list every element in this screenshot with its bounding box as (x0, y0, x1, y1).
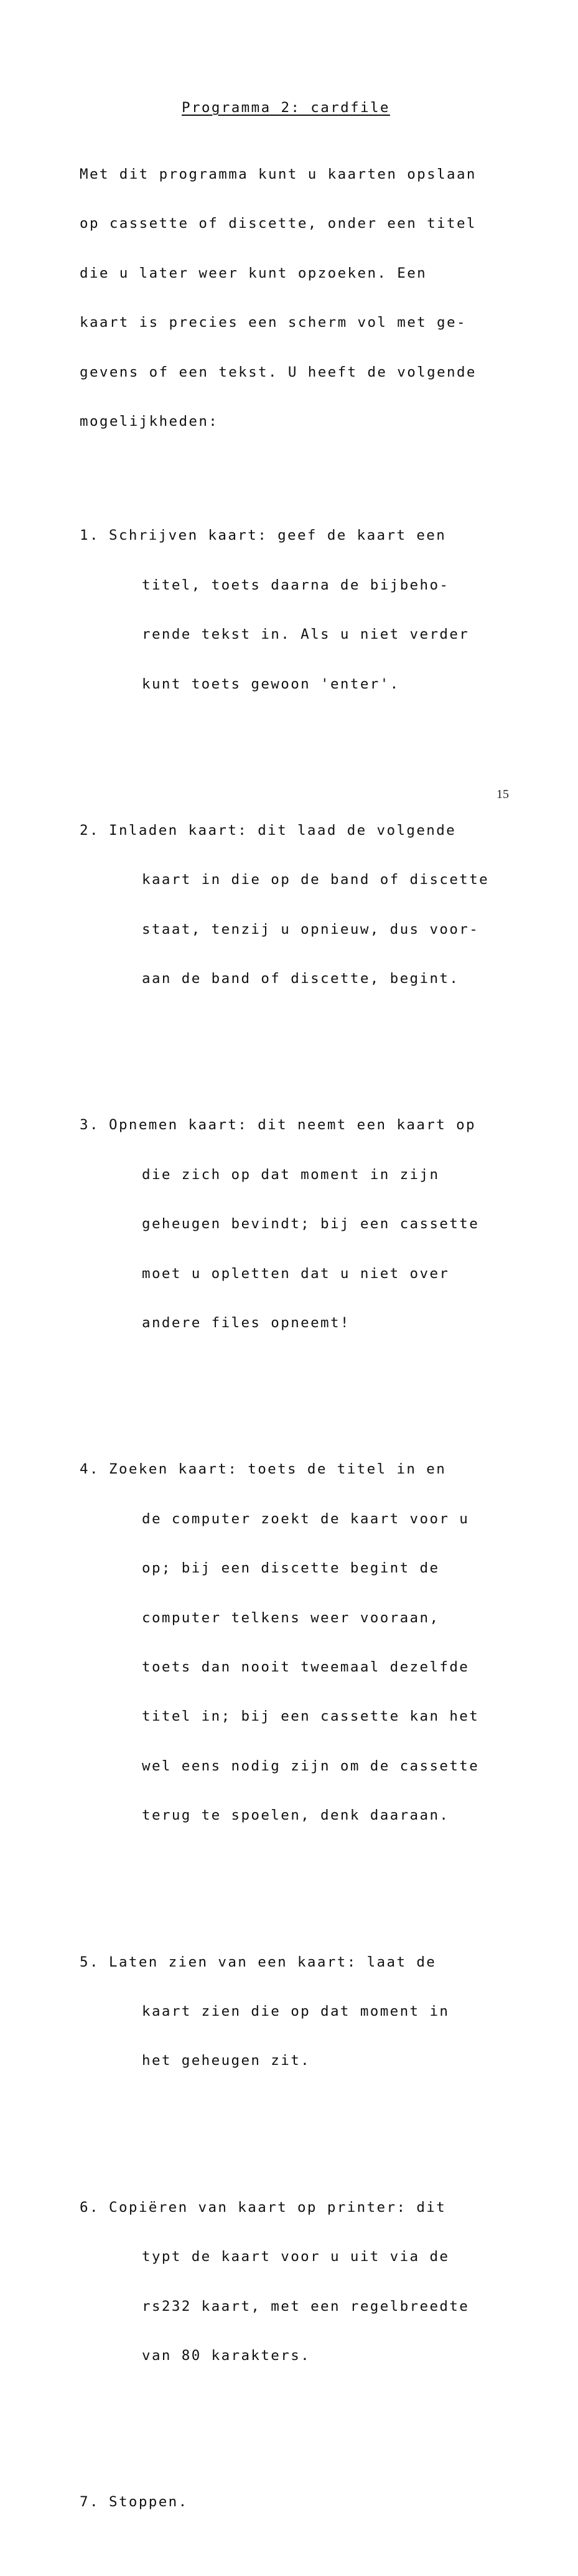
list-item-text: de computer zoekt de kaart voor u (142, 1510, 470, 1527)
list-item-text: Zoeken kaart: toets de titel in en (109, 1461, 447, 1478)
list-item-number: 4. (80, 1461, 100, 1478)
list-item-text: toets dan nooit tweemaal dezelfde (142, 1658, 470, 1675)
list-item-5 (80, 1922, 489, 2102)
intro-line: op cassette of discette, onder een titel (80, 215, 477, 232)
list-item-text: staat, tenzij u opnieuw, dus voor- (142, 921, 480, 938)
list-item-text: die zich op dat moment in zijn (142, 1166, 440, 1183)
list-item-text: Stoppen. (109, 2494, 189, 2511)
list-item-number: 3. (80, 1117, 100, 1134)
list-item-6 (80, 2167, 489, 2397)
page-number: 15 (496, 787, 509, 801)
list-item-text: kaart in die op de band of discette (142, 872, 490, 888)
list-item-text: moet u opletten dat u niet over (142, 1265, 450, 1282)
intro-line: gevens of een tekst. U heeft de volgende (80, 364, 477, 380)
list-item-number: 2. (80, 822, 100, 839)
list-item-text: Inladen kaart: dit laad de volgende (109, 822, 457, 839)
intro-line: mogelijkheden: (80, 413, 219, 430)
list-item-text: terug te spoelen, denk daaraan. (142, 1807, 450, 1824)
list-item-text: van 80 karakters. (142, 2347, 311, 2364)
list-item-number: 1. (80, 527, 100, 544)
list-item-text: kunt toets gewoon 'enter'. (142, 675, 400, 692)
list-item-text: kaart zien die op dat moment in (142, 2003, 450, 2019)
list-item-text: titel, toets daarna de bijbeho- (142, 576, 450, 593)
list-item-text: computer telkens weer vooraan, (142, 1609, 440, 1626)
list-item-text: geheugen bevindt; bij een cassette (142, 1216, 480, 1233)
section-title: Programma 2: cardfile (182, 100, 390, 116)
intro-line: kaart is precies een scherm vol met ge- (80, 314, 467, 331)
list-item-text: titel in; bij een cassette kan het (142, 1708, 480, 1725)
intro-line: die u later weer kunt opzoeken. Een (80, 265, 427, 281)
list-item-3 (80, 1084, 489, 1364)
list-item-text: Opnemen kaart: dit neemt een kaart op (109, 1117, 477, 1134)
list-item-text: op; bij een discette begint de (142, 1560, 440, 1577)
list-item-number: 5. (80, 1953, 100, 1970)
list-item-number: 7. (80, 2494, 100, 2511)
list-item-text: het geheugen zit. (142, 2052, 311, 2069)
list-item-4 (80, 1429, 489, 1856)
list-item-text: Laten zien van een kaart: laat de (109, 1953, 437, 1970)
list-item-text: aan de band of discette, begint. (142, 971, 460, 987)
list-item-2 (80, 790, 489, 1020)
list-item-text: Schrijven kaart: geef de kaart een (109, 527, 447, 544)
list-item-text: wel eens nodig zijn om de cassette (142, 1757, 480, 1774)
intro-line: Met dit programma kunt u kaarten opslaan (80, 166, 477, 182)
list-item-1 (80, 495, 489, 725)
list-item-text: Copiëren van kaart op printer: dit (109, 2199, 447, 2216)
body-text (80, 134, 489, 2576)
list-item-number: 6. (80, 2199, 100, 2216)
list-item-text: rende tekst in. Als u niet verder (142, 626, 470, 643)
list-item-text: rs232 kaart, met een regelbreedte (142, 2298, 470, 2315)
list-item-text: typt de kaart voor u uit via de (142, 2249, 450, 2265)
list-item-text: andere files opneemt! (142, 1315, 350, 1332)
list-item-7 (80, 2461, 489, 2543)
